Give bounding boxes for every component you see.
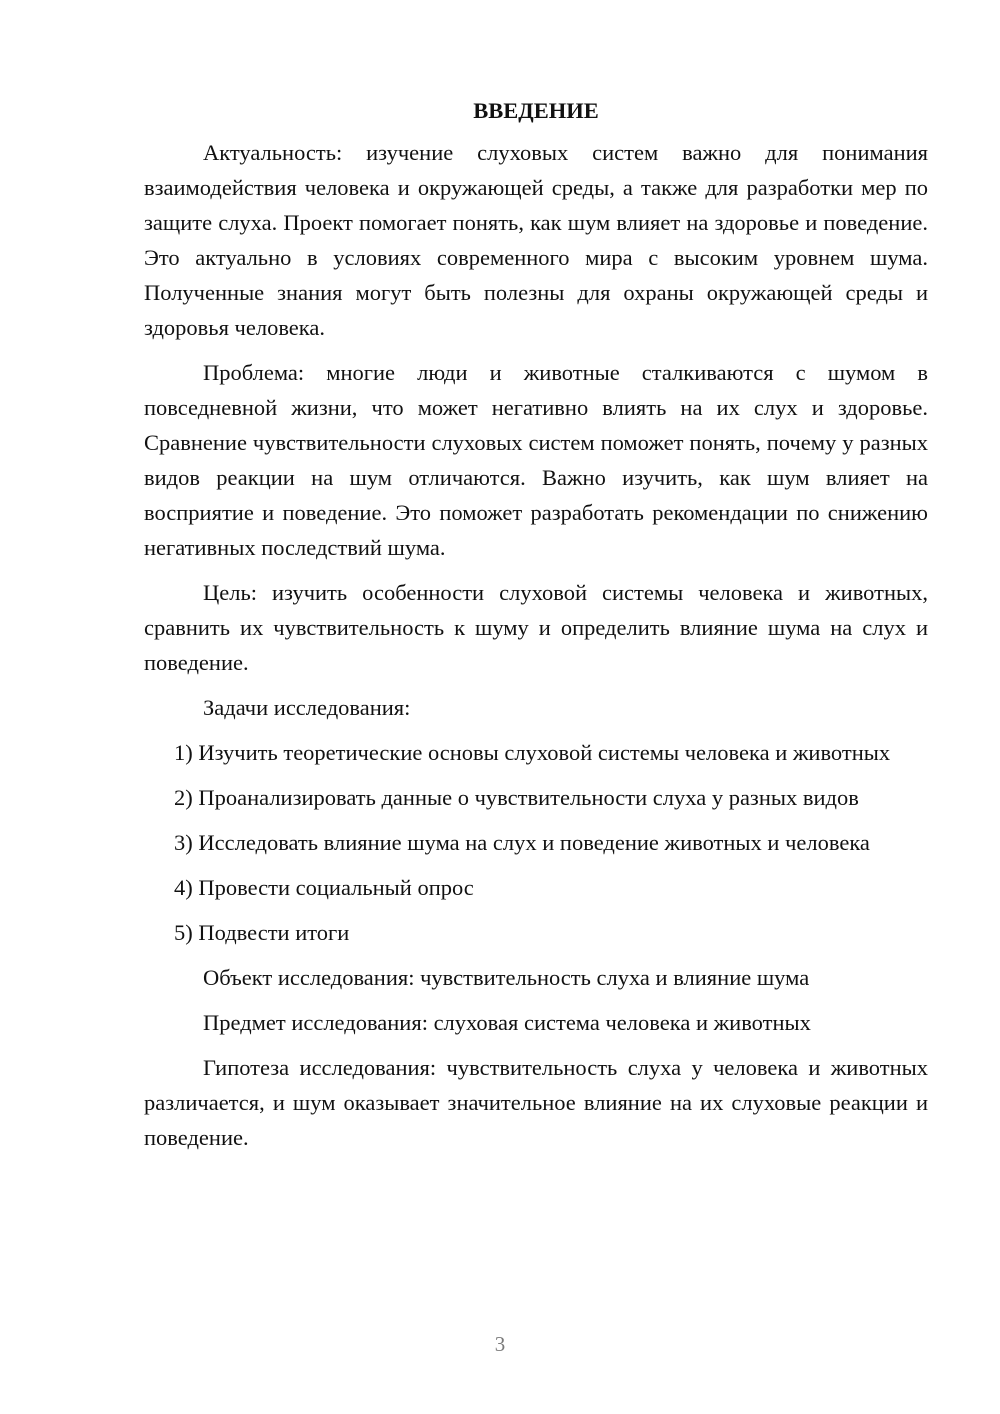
task-item-3: 3) Исследовать влияние шума на слух и поведение животных и человека	[174, 830, 870, 855]
tasks-heading: Задачи исследования:	[203, 695, 411, 720]
research-subject: Предмет исследования: слуховая система человека и животных	[203, 1010, 811, 1035]
page-title: ВВЕДЕНИЕ	[473, 98, 599, 123]
task-item-5: 5) Подвести итоги	[174, 920, 350, 945]
task-item-4: 4) Провести социальный опрос	[174, 875, 474, 900]
page-content	[144, 96, 928, 1165]
problem-paragraph: Проблема: многие люди и животные сталкиваются с шумом в повседневной жизни, что может негативно влиять на их слух и здоровье. Сравнение чувствительности слуховых систем поможет понять, почему у разных видов реакции на шум отличаются. Важно изучить, как шум влияет на восприятие и поведение. Это поможет разработать рекомендации по снижению негативных последствий шума.	[144, 360, 928, 560]
research-object: Объект исследования: чувствительность слуха и влияние шума	[203, 965, 810, 990]
relevance-paragraph: Актуальность: изучение слуховых систем важно для понимания взаимодействия человека и окружающей среды, а также для разработки мер по защите слуха. Проект помогает понять, как шум влияет на здоровье и поведение. Это актуально в условиях современного мира с высоким уровнем шума. Полученные знания могут быть полезны для охраны окружающей среды и здоровья человека.	[144, 140, 928, 340]
task-item-1: 1) Изучить теоретические основы слуховой системы человека и животных	[174, 740, 891, 765]
goal-paragraph: Цель: изучить особенности слуховой системы человека и животных, сравнить их чувствительность к шуму и определить влияние шума на слух и поведение.	[144, 580, 928, 675]
task-item-2: 2) Проанализировать данные о чувствительности слуха у разных видов	[174, 785, 859, 810]
hypothesis-paragraph: Гипотеза исследования: чувствительность слуха у человека и животных различается, и шум оказывает значительное влияние на их слуховые реакции и поведение.	[144, 1055, 928, 1150]
page-number: 3	[494, 1332, 506, 1356]
